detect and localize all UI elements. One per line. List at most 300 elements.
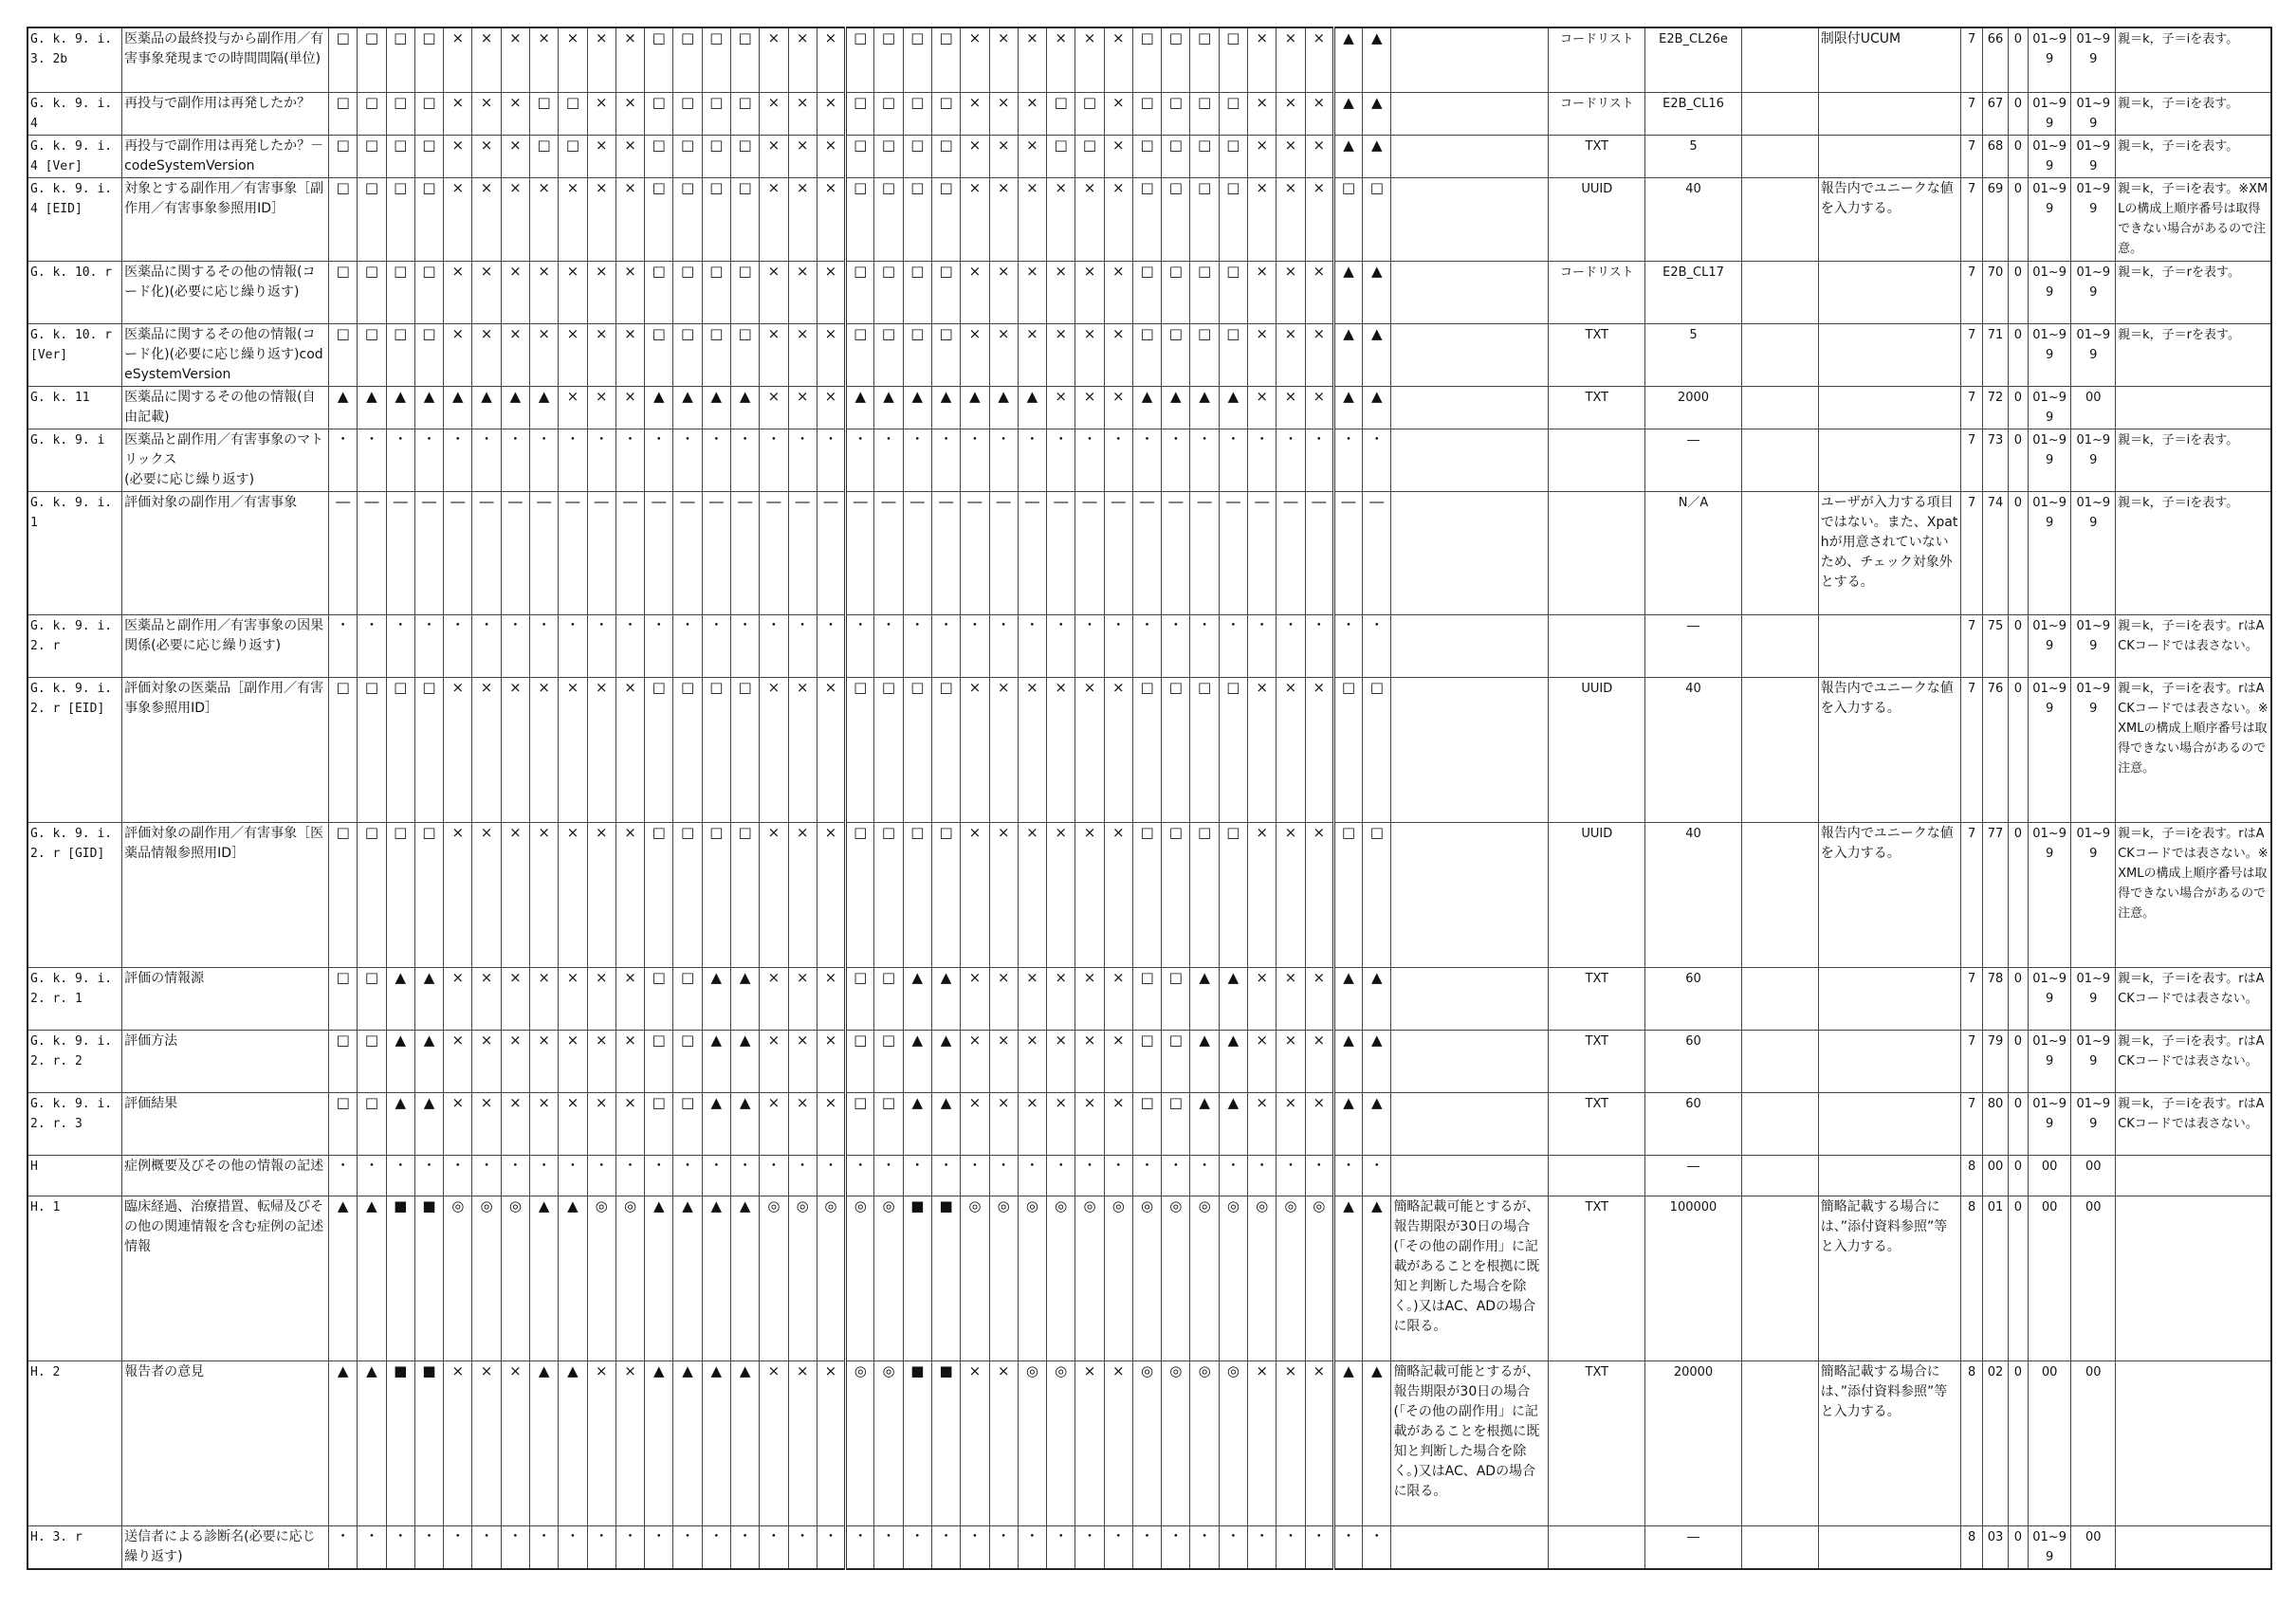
mark-cell: ・ <box>788 429 817 491</box>
mark-cell: ― <box>1333 491 1362 614</box>
mark-cell: □ <box>931 323 960 386</box>
mark-cell: ・ <box>386 1525 414 1569</box>
mark-cell: □ <box>846 677 874 822</box>
repeat-range-1-cell: 01~99 <box>2028 323 2071 386</box>
mark-cell: □ <box>1190 92 1219 135</box>
mark-cell: ・ <box>702 614 730 677</box>
item-id-cell: G. k. 9. i. 2. r [GID] <box>28 822 122 967</box>
mark-cell: □ <box>1162 967 1190 1030</box>
mark-cell: ▲ <box>1363 1092 1391 1155</box>
length-cell: 100000 <box>1645 1196 1742 1360</box>
mark-cell: × <box>817 1030 845 1092</box>
blank-cell <box>1741 491 1818 614</box>
mark-cell: □ <box>846 1030 874 1092</box>
data-type-cell: コードリスト <box>1549 261 1645 323</box>
mark-cell: × <box>961 677 989 822</box>
repeat-range-1-cell: 01~99 <box>2028 177 2071 261</box>
mark-cell: □ <box>1132 135 1161 177</box>
mark-cell: ▲ <box>414 1030 443 1092</box>
mark-cell: ■ <box>386 1360 414 1525</box>
mark-cell: □ <box>1219 323 1247 386</box>
mark-cell: ▲ <box>730 1196 759 1360</box>
item-name-cell: 臨床経過、治療措置、転帰及びその他の関連情報を含む症例の記述情報 <box>122 1196 329 1360</box>
sequence-number-cell: 03 <box>1983 1525 2009 1569</box>
mark-cell: × <box>817 92 845 135</box>
sequence-number-cell: 74 <box>1983 491 2009 614</box>
mark-cell: ・ <box>1075 429 1104 491</box>
mark-cell: ・ <box>1363 1525 1391 1569</box>
sequence-number-cell: 66 <box>1983 27 2009 92</box>
data-type-cell: TXT <box>1549 135 1645 177</box>
mark-cell: ▲ <box>1333 386 1362 429</box>
mark-cell: ・ <box>587 1155 615 1196</box>
mark-cell: ・ <box>386 614 414 677</box>
mark-cell: □ <box>386 822 414 967</box>
mark-cell: × <box>1277 822 1305 967</box>
mark-cell: ▲ <box>1018 386 1046 429</box>
mark-cell: × <box>1075 677 1104 822</box>
repeat-range-2-cell: 01~99 <box>2071 614 2116 677</box>
mark-cell: × <box>788 1030 817 1092</box>
mark-cell: □ <box>1132 177 1161 261</box>
relation-note-cell: 親＝k，子＝iを表す。rはACKコードでは表さない。 <box>2116 1092 2271 1155</box>
mark-cell: □ <box>1190 177 1219 261</box>
mark-cell: × <box>1104 1092 1132 1155</box>
mark-cell: ◎ <box>1047 1360 1075 1525</box>
mark-cell: ・ <box>1333 1525 1362 1569</box>
mark-cell: □ <box>1190 677 1219 822</box>
mark-cell: ■ <box>903 1196 931 1360</box>
input-note-cell: 簡略記載する場合には、”添付資料参照”等と入力する。 <box>1818 1360 1960 1525</box>
mark-cell: ・ <box>645 1155 673 1196</box>
mark-cell: ・ <box>615 1525 644 1569</box>
mark-cell: ― <box>559 491 587 614</box>
mark-cell: ・ <box>414 1525 443 1569</box>
mark-cell: × <box>1075 323 1104 386</box>
condition-note-cell <box>1391 614 1549 677</box>
mark-cell: ▲ <box>931 967 960 1030</box>
mark-cell: × <box>444 967 472 1030</box>
mark-cell: ・ <box>730 1155 759 1196</box>
mark-cell: ― <box>846 491 874 614</box>
mark-cell: □ <box>1162 135 1190 177</box>
mark-cell: □ <box>1162 822 1190 967</box>
mark-cell: ▲ <box>1363 323 1391 386</box>
mark-cell: □ <box>1219 135 1247 177</box>
mark-cell: × <box>444 135 472 177</box>
mark-cell: × <box>961 967 989 1030</box>
mark-cell: ・ <box>444 429 472 491</box>
table-row <box>28 1155 2271 1196</box>
mark-cell: □ <box>414 92 443 135</box>
relation-note-cell: 親＝k，子＝rを表す。 <box>2116 261 2271 323</box>
mark-cell: ・ <box>530 429 559 491</box>
mark-cell: □ <box>386 677 414 822</box>
mark-cell: ・ <box>989 614 1018 677</box>
mark-cell: × <box>788 822 817 967</box>
mark-cell: × <box>1047 27 1075 92</box>
blank-cell <box>1741 677 1818 822</box>
mark-cell: □ <box>874 92 903 135</box>
mark-cell: × <box>1248 1030 1277 1092</box>
mark-cell: × <box>444 1092 472 1155</box>
item-name-cell: 医薬品に関するその他の情報(自由記載) <box>122 386 329 429</box>
blank-cell <box>1741 822 1818 967</box>
item-name-cell: 評価の情報源 <box>122 967 329 1030</box>
mark-cell: × <box>501 177 529 261</box>
mark-cell: ▲ <box>961 386 989 429</box>
mark-cell: × <box>760 135 788 177</box>
mark-cell: ▲ <box>903 386 931 429</box>
mark-cell: ▲ <box>1333 1360 1362 1525</box>
mark-cell: ・ <box>1248 1525 1277 1569</box>
mark-cell: ― <box>1363 491 1391 614</box>
mark-cell: □ <box>931 822 960 967</box>
mark-cell: × <box>530 323 559 386</box>
mark-cell: ▲ <box>1190 1030 1219 1092</box>
repeat-range-1-cell: 01~99 <box>2028 491 2071 614</box>
mark-cell: × <box>615 135 644 177</box>
mark-cell: × <box>501 92 529 135</box>
sequence-number-cell: 02 <box>1983 1360 2009 1525</box>
condition-note-cell <box>1391 822 1549 967</box>
repeat-range-2-cell: 01~99 <box>2071 822 2116 967</box>
repeat-range-2-cell: 01~99 <box>2071 323 2116 386</box>
mark-cell: □ <box>358 677 386 822</box>
mark-cell: ・ <box>673 614 702 677</box>
mark-cell: × <box>760 677 788 822</box>
mark-cell: × <box>788 323 817 386</box>
mark-cell: ・ <box>1219 614 1247 677</box>
mark-cell: × <box>1305 1360 1333 1525</box>
table-row <box>28 177 2271 261</box>
mark-cell: × <box>788 1092 817 1155</box>
mark-cell: □ <box>1132 822 1161 967</box>
mark-cell: □ <box>702 177 730 261</box>
mark-cell: □ <box>358 323 386 386</box>
mark-cell: ▲ <box>501 386 529 429</box>
mark-cell: □ <box>874 822 903 967</box>
sequence-number-cell: 80 <box>1983 1092 2009 1155</box>
mark-cell: □ <box>1132 967 1161 1030</box>
mark-cell: × <box>788 677 817 822</box>
mark-cell: ▲ <box>1333 1092 1362 1155</box>
input-note-cell: 報告内でユニークな値を入力する。 <box>1818 822 1960 967</box>
mark-cell: □ <box>329 323 358 386</box>
mark-cell: × <box>444 177 472 261</box>
mark-cell: ・ <box>1018 1525 1046 1569</box>
mark-cell: ・ <box>760 614 788 677</box>
blank-cell <box>1741 92 1818 135</box>
item-id-cell: G. k. 9. i. 2. r. 1 <box>28 967 122 1030</box>
mark-cell: ▲ <box>702 1360 730 1525</box>
level-cell: 0 <box>2009 1525 2029 1569</box>
mark-cell: □ <box>1219 177 1247 261</box>
mark-cell: ・ <box>501 1525 529 1569</box>
data-type-cell: コードリスト <box>1549 27 1645 92</box>
data-type-cell <box>1549 1155 1645 1196</box>
mark-cell: ▲ <box>1333 1030 1362 1092</box>
data-type-cell: TXT <box>1549 1196 1645 1360</box>
mark-cell: × <box>501 135 529 177</box>
mark-cell: × <box>615 261 644 323</box>
mark-cell: ・ <box>358 1155 386 1196</box>
mark-cell: ・ <box>1162 1155 1190 1196</box>
length-cell: 60 <box>1645 1092 1742 1155</box>
mark-cell: □ <box>1132 27 1161 92</box>
mark-cell: × <box>961 1092 989 1155</box>
mark-cell: × <box>989 1360 1018 1525</box>
mark-cell: × <box>559 261 587 323</box>
mark-cell: × <box>989 822 1018 967</box>
mark-cell: ▲ <box>903 967 931 1030</box>
mark-cell: ・ <box>1075 1155 1104 1196</box>
item-id-cell: G. k. 9. i. 4 [Ver] <box>28 135 122 177</box>
mark-cell: ・ <box>1277 429 1305 491</box>
mark-cell: × <box>1104 1030 1132 1092</box>
sequence-number-cell: 69 <box>1983 177 2009 261</box>
mark-cell: × <box>989 135 1018 177</box>
data-type-cell <box>1549 1525 1645 1569</box>
mark-cell: ・ <box>1190 1155 1219 1196</box>
mark-cell: □ <box>874 1092 903 1155</box>
mark-cell: ― <box>1219 491 1247 614</box>
mark-cell: ■ <box>386 1196 414 1360</box>
mark-cell: □ <box>1162 177 1190 261</box>
mark-cell: × <box>472 323 501 386</box>
table-row <box>28 822 2271 967</box>
input-note-cell <box>1818 261 1960 323</box>
mark-cell: × <box>1047 386 1075 429</box>
mark-cell: ・ <box>1132 429 1161 491</box>
mark-cell: ▲ <box>358 386 386 429</box>
mark-cell: × <box>817 1360 845 1525</box>
mark-cell: ▲ <box>1219 1092 1247 1155</box>
mark-cell: □ <box>874 323 903 386</box>
mark-cell: × <box>587 135 615 177</box>
mark-cell: ▲ <box>386 1092 414 1155</box>
mark-cell: × <box>472 677 501 822</box>
mark-cell: ・ <box>1363 429 1391 491</box>
mark-cell: □ <box>1333 822 1362 967</box>
data-type-cell <box>1549 614 1645 677</box>
mark-cell: ▲ <box>559 1196 587 1360</box>
mark-cell: × <box>444 261 472 323</box>
mark-cell: × <box>1248 967 1277 1030</box>
mark-cell: × <box>760 323 788 386</box>
mark-cell: × <box>817 1092 845 1155</box>
mark-cell: ― <box>760 491 788 614</box>
mark-cell: □ <box>358 1030 386 1092</box>
mark-cell: × <box>1047 1030 1075 1092</box>
mark-cell: × <box>587 177 615 261</box>
mark-cell: ― <box>931 491 960 614</box>
mark-cell: ― <box>673 491 702 614</box>
mark-cell: ・ <box>501 429 529 491</box>
mark-cell: × <box>1018 261 1046 323</box>
mark-cell: □ <box>1047 135 1075 177</box>
condition-note-cell <box>1391 92 1549 135</box>
mark-cell: ▲ <box>1333 323 1362 386</box>
input-note-cell: ユーザが入力する項目ではない。また、Xpathが用意されていないため、チェック対象外とする。 <box>1818 491 1960 614</box>
mark-cell: ・ <box>444 614 472 677</box>
mark-cell: × <box>472 135 501 177</box>
mark-cell: × <box>989 27 1018 92</box>
section-number-cell: 7 <box>1961 677 1983 822</box>
mark-cell: □ <box>559 135 587 177</box>
mark-cell: ◎ <box>846 1196 874 1360</box>
mark-cell: □ <box>673 1030 702 1092</box>
mark-cell: □ <box>645 261 673 323</box>
mark-cell: □ <box>673 135 702 177</box>
mark-cell: ▲ <box>730 1360 759 1525</box>
mark-cell: ・ <box>961 614 989 677</box>
input-note-cell <box>1818 1525 1960 1569</box>
mark-cell: ■ <box>414 1360 443 1525</box>
mark-cell: × <box>1018 177 1046 261</box>
mark-cell: ・ <box>730 429 759 491</box>
mark-cell: ― <box>615 491 644 614</box>
item-name-cell: 再投与で副作用は再発したか？－codeSystemVersion <box>122 135 329 177</box>
mark-cell: × <box>760 822 788 967</box>
mark-cell: × <box>1018 677 1046 822</box>
sequence-number-cell: 79 <box>1983 1030 2009 1092</box>
mark-cell: □ <box>874 967 903 1030</box>
mark-cell: ▲ <box>1162 386 1190 429</box>
mark-cell: ▲ <box>329 1360 358 1525</box>
table-row <box>28 1525 2271 1569</box>
mark-cell: × <box>1248 27 1277 92</box>
mark-cell: ◎ <box>1219 1360 1247 1525</box>
mark-cell: □ <box>414 135 443 177</box>
relation-note-cell: 親＝k，子＝iを表す。rはACKコードでは表さない。 <box>2116 614 2271 677</box>
level-cell: 0 <box>2009 261 2029 323</box>
mark-cell: ▲ <box>1190 967 1219 1030</box>
mark-cell: × <box>1104 967 1132 1030</box>
blank-cell <box>1741 177 1818 261</box>
mark-cell: □ <box>903 822 931 967</box>
mark-cell: × <box>788 967 817 1030</box>
mark-cell: □ <box>903 677 931 822</box>
mark-cell: ▲ <box>1363 967 1391 1030</box>
mark-cell: □ <box>1363 822 1391 967</box>
mark-cell: □ <box>358 822 386 967</box>
mark-cell: ・ <box>961 1155 989 1196</box>
mark-cell: ・ <box>1363 614 1391 677</box>
mark-cell: ▲ <box>358 1196 386 1360</box>
mark-cell: × <box>1075 1030 1104 1092</box>
mark-cell: □ <box>358 92 386 135</box>
mark-cell: □ <box>358 1092 386 1155</box>
repeat-range-1-cell: 00 <box>2028 1196 2071 1360</box>
mark-cell: × <box>615 323 644 386</box>
mark-cell: ・ <box>1047 429 1075 491</box>
mark-cell: ▲ <box>931 1030 960 1092</box>
mark-cell: × <box>472 27 501 92</box>
mark-cell: ― <box>903 491 931 614</box>
mark-cell: ・ <box>931 429 960 491</box>
mark-cell: × <box>760 1092 788 1155</box>
mark-cell: ・ <box>472 1525 501 1569</box>
mark-cell: × <box>587 323 615 386</box>
mark-cell: ・ <box>989 1155 1018 1196</box>
mark-cell: ▲ <box>931 1092 960 1155</box>
mark-cell: × <box>1305 177 1333 261</box>
mark-cell: □ <box>846 135 874 177</box>
mark-cell: ・ <box>358 429 386 491</box>
input-note-cell <box>1818 323 1960 386</box>
mark-cell: × <box>1248 1092 1277 1155</box>
mark-cell: ・ <box>874 1525 903 1569</box>
blank-cell <box>1741 1030 1818 1092</box>
mark-cell: □ <box>931 677 960 822</box>
mark-cell: ・ <box>615 1155 644 1196</box>
mark-cell: × <box>961 822 989 967</box>
mark-cell: × <box>587 1092 615 1155</box>
mark-cell: □ <box>1219 677 1247 822</box>
input-note-cell <box>1818 1030 1960 1092</box>
section-number-cell: 8 <box>1961 1196 1983 1360</box>
mark-cell: □ <box>874 1030 903 1092</box>
mark-cell: × <box>1047 1092 1075 1155</box>
length-cell: 40 <box>1645 822 1742 967</box>
mark-cell: × <box>961 92 989 135</box>
repeat-range-1-cell: 00 <box>2028 1155 2071 1196</box>
table-row <box>28 967 2271 1030</box>
section-number-cell: 7 <box>1961 27 1983 92</box>
mark-cell: × <box>1305 92 1333 135</box>
mark-cell: × <box>760 1030 788 1092</box>
mark-cell: × <box>444 1360 472 1525</box>
mark-cell: ・ <box>645 429 673 491</box>
mark-cell: □ <box>645 323 673 386</box>
mark-cell: ▲ <box>386 386 414 429</box>
repeat-range-2-cell: 01~99 <box>2071 677 2116 822</box>
mark-cell: ▲ <box>702 1092 730 1155</box>
mark-cell: □ <box>702 92 730 135</box>
length-cell: ― <box>1645 1155 1742 1196</box>
length-cell: 40 <box>1645 177 1742 261</box>
mark-cell: × <box>444 27 472 92</box>
mark-cell: × <box>1018 1092 1046 1155</box>
blank-cell <box>1741 614 1818 677</box>
mark-cell: × <box>559 386 587 429</box>
mark-cell: ・ <box>1104 1155 1132 1196</box>
repeat-range-1-cell: 01~99 <box>2028 1525 2071 1569</box>
mark-cell: × <box>1305 967 1333 1030</box>
mark-cell: □ <box>730 92 759 135</box>
mark-cell: ▲ <box>931 386 960 429</box>
mark-cell: ▲ <box>472 386 501 429</box>
mark-cell: □ <box>903 261 931 323</box>
mark-cell: ― <box>358 491 386 614</box>
mark-cell: ・ <box>846 429 874 491</box>
mark-cell: ― <box>472 491 501 614</box>
mark-cell: □ <box>846 323 874 386</box>
mark-cell: ▲ <box>730 967 759 1030</box>
mark-cell: ― <box>1162 491 1190 614</box>
mark-cell: ・ <box>1104 429 1132 491</box>
mark-cell: ・ <box>414 1155 443 1196</box>
mark-cell: ◎ <box>1162 1196 1190 1360</box>
mark-cell: × <box>788 135 817 177</box>
mark-cell: ◎ <box>1277 1196 1305 1360</box>
mark-cell: × <box>1305 386 1333 429</box>
mark-cell: × <box>961 323 989 386</box>
mark-cell: □ <box>414 323 443 386</box>
mark-cell: □ <box>846 92 874 135</box>
mark-cell: □ <box>1162 323 1190 386</box>
